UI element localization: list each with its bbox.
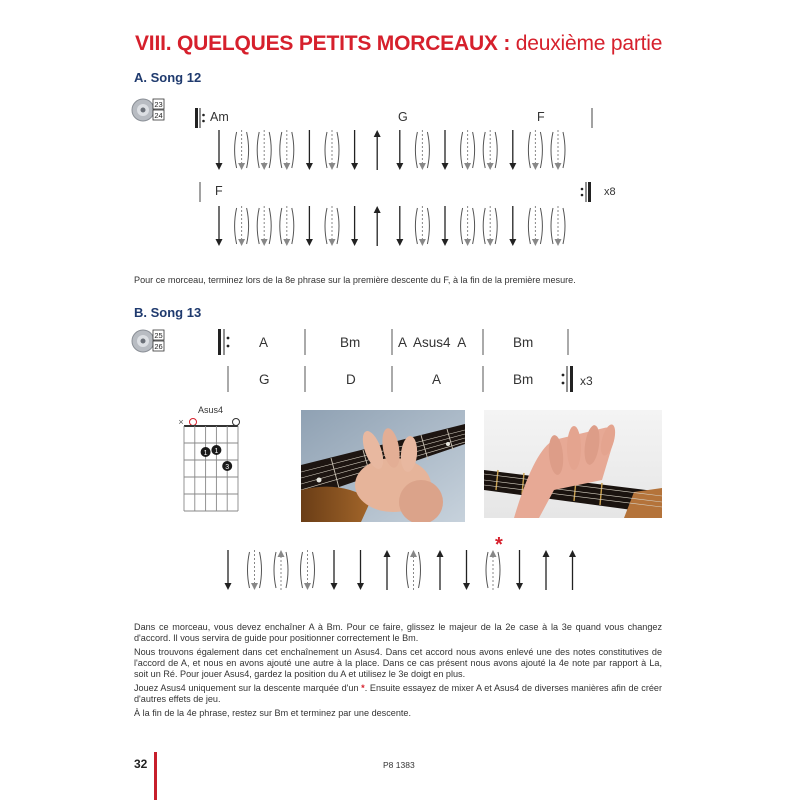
arrow-head xyxy=(532,163,539,170)
arrow-head xyxy=(374,206,381,213)
chord: G xyxy=(398,110,408,124)
guitar-hand-photo xyxy=(301,410,465,522)
paragraph-part: Ensuite essayez de mixer A et Asus4 de diverses manières afin de créer d'autres effets de jeu. xyxy=(134,683,662,705)
arrow-head xyxy=(419,239,426,246)
paren-left xyxy=(461,132,463,168)
arrow-head xyxy=(464,239,471,246)
arrow-head xyxy=(509,163,516,170)
arrow-head xyxy=(569,550,576,557)
cd-track-a: 23 xyxy=(154,100,163,109)
arrow-head xyxy=(555,163,562,170)
arrow-head xyxy=(278,550,285,557)
song12-heading: A. Song 12 xyxy=(134,70,202,85)
chord: F xyxy=(537,110,545,124)
paren-right xyxy=(540,132,542,168)
paren-right xyxy=(427,132,429,168)
arrow-head xyxy=(216,163,223,170)
arrow-head xyxy=(374,130,381,137)
paragraph: Dans ce morceau, vous devez enchaîner A à Bm. Pour ce faire, glissez le majeur de la 2e case à la 3e quand vous changez d'accord. Il vous servira de guide pour positionner correctement le Bm. xyxy=(134,622,662,644)
paren-left xyxy=(248,552,250,588)
arrow-head xyxy=(555,239,562,246)
paren-left xyxy=(280,208,282,244)
arrow-head xyxy=(410,550,417,557)
cd-track-b: 26 xyxy=(154,342,163,351)
arrow-head xyxy=(463,583,470,590)
paragraph: Nous trouvons également dans cet enchaînement un Asus4. Dans cet accord nous avons enlevé une des notes constitutives de l'accord de A, et nous en avons ajouté une autre à la place. Dans ce cas présent nous avons ajouté la 4e note par rapport à La, soit un Ré. Pour jouer Asus4, gardez la position du A et utilisez le 3e doigt en plus. xyxy=(134,647,662,680)
title-bold: VIII. QUELQUES PETITS MORCEAUX : xyxy=(135,32,511,55)
arrow-head xyxy=(442,239,449,246)
paren-right xyxy=(269,132,271,168)
arrow-head xyxy=(329,163,336,170)
arrow-head xyxy=(238,163,245,170)
arrow-head xyxy=(516,583,523,590)
paren-left xyxy=(280,132,282,168)
chord: F xyxy=(215,184,223,198)
finger-number: 3 xyxy=(225,464,230,471)
arrow-head xyxy=(487,239,494,246)
paren-right xyxy=(563,208,565,244)
arrow-head xyxy=(487,163,494,170)
repeat-count: x8 xyxy=(604,186,616,198)
arrow-head xyxy=(490,550,497,557)
chord: Bm xyxy=(513,372,534,387)
paren-right xyxy=(337,208,339,244)
paren-left xyxy=(274,552,276,588)
arrow-head xyxy=(357,583,364,590)
arrow-head xyxy=(419,163,426,170)
paren-right xyxy=(292,132,294,168)
catalog-code: P8 1383 xyxy=(383,760,415,770)
cd-track-icon xyxy=(131,98,167,124)
arrow-head xyxy=(543,550,550,557)
paren-left xyxy=(551,208,553,244)
paren-right xyxy=(563,132,565,168)
chord: Bm xyxy=(513,335,534,350)
arrow-head xyxy=(331,583,338,590)
arrow-head xyxy=(283,239,290,246)
paren-left xyxy=(257,208,259,244)
song12-barlines-2 xyxy=(190,180,610,204)
paren-left xyxy=(528,132,530,168)
arrow-head xyxy=(216,239,223,246)
cd-track-a: 25 xyxy=(154,331,163,340)
paren-right xyxy=(337,132,339,168)
song13-text xyxy=(134,622,662,722)
strum-pattern xyxy=(205,126,585,174)
paragraph-part: . xyxy=(364,683,370,694)
arrow-head xyxy=(261,239,268,246)
arrow-head xyxy=(283,163,290,170)
paren-left xyxy=(551,132,553,168)
arrow-head xyxy=(351,239,358,246)
arrow-head xyxy=(396,163,403,170)
arrow-head xyxy=(509,239,516,246)
repeat-count: x3 xyxy=(580,374,593,388)
svg-text:×: × xyxy=(178,417,184,427)
arrow-head xyxy=(306,239,313,246)
paren-right xyxy=(419,552,421,588)
chord: G xyxy=(259,372,270,387)
chord: D xyxy=(346,372,356,387)
paragraph xyxy=(134,683,662,705)
arrow-head xyxy=(351,163,358,170)
paren-right xyxy=(313,552,315,588)
paren-right xyxy=(540,208,542,244)
paren-right xyxy=(286,552,288,588)
arrow-head xyxy=(304,583,311,590)
page-number: 32 xyxy=(134,757,148,771)
chord: A xyxy=(432,372,442,387)
paren-left xyxy=(415,208,417,244)
paragraph-part: Jouez Asus4 uniquement sur la descente marquée d'un xyxy=(134,683,362,694)
arrow-head xyxy=(464,163,471,170)
paren-left xyxy=(235,132,237,168)
paren-left xyxy=(235,208,237,244)
page-title xyxy=(135,32,662,56)
strum-pattern xyxy=(218,546,598,596)
song12-note: Pour ce morceau, terminez lors de la 8e phrase sur la première descente du F, à la fin de la première mesure. xyxy=(134,275,576,285)
arrow-head xyxy=(437,550,444,557)
paren-right xyxy=(498,552,500,588)
arrow-head xyxy=(251,583,258,590)
strum-row-3 xyxy=(225,550,577,590)
title-rest: deuxième partie xyxy=(510,32,663,55)
arrow-head xyxy=(225,583,232,590)
paren-left xyxy=(528,208,530,244)
paren-left xyxy=(415,132,417,168)
chord: A Asus4 A xyxy=(398,335,467,350)
arrow-head xyxy=(384,550,391,557)
chord-diagram-name: Asus4 xyxy=(198,405,224,415)
paren-right xyxy=(247,132,249,168)
paren-left xyxy=(407,552,409,588)
arrow-head xyxy=(306,163,313,170)
paragraph: À la fin de la 4e phrase, restez sur Bm et terminez par une descente. xyxy=(134,708,411,719)
footer-divider xyxy=(154,752,157,800)
arrow-head xyxy=(238,239,245,246)
paren-left xyxy=(325,132,327,168)
paren-right xyxy=(247,208,249,244)
star-icon: * xyxy=(361,683,365,694)
paren-right xyxy=(269,208,271,244)
paren-right xyxy=(292,208,294,244)
paren-right xyxy=(427,208,429,244)
accent-star-icon: * xyxy=(495,534,503,556)
paren-right xyxy=(473,208,475,244)
strum-row-2 xyxy=(216,206,566,246)
paren-left xyxy=(257,132,259,168)
song13-heading: B. Song 13 xyxy=(134,305,202,320)
arrow-head xyxy=(396,239,403,246)
paren-left xyxy=(301,552,303,588)
finger-number: 1 xyxy=(214,448,219,455)
arrow-head xyxy=(442,163,449,170)
strum-pattern xyxy=(205,202,585,250)
strum-row-1 xyxy=(216,130,566,170)
guitar-neck-photo xyxy=(484,410,662,518)
paren-left xyxy=(461,208,463,244)
chord: Am xyxy=(210,110,229,124)
chord: A xyxy=(259,335,269,350)
arrow-head xyxy=(532,239,539,246)
paren-right xyxy=(495,132,497,168)
paren-right xyxy=(495,208,497,244)
chord-diagram xyxy=(174,414,244,514)
paren-left xyxy=(483,132,485,168)
chord: Bm xyxy=(340,335,361,350)
arrow-head xyxy=(329,239,336,246)
paren-right xyxy=(473,132,475,168)
arrow-head xyxy=(261,163,268,170)
cd-track-icon xyxy=(131,329,167,355)
paren-right xyxy=(260,552,262,588)
paren-left xyxy=(325,208,327,244)
cd-track-b: 24 xyxy=(154,111,163,120)
finger-number: 1 xyxy=(203,450,208,457)
paren-left xyxy=(486,552,488,588)
paren-left xyxy=(483,208,485,244)
